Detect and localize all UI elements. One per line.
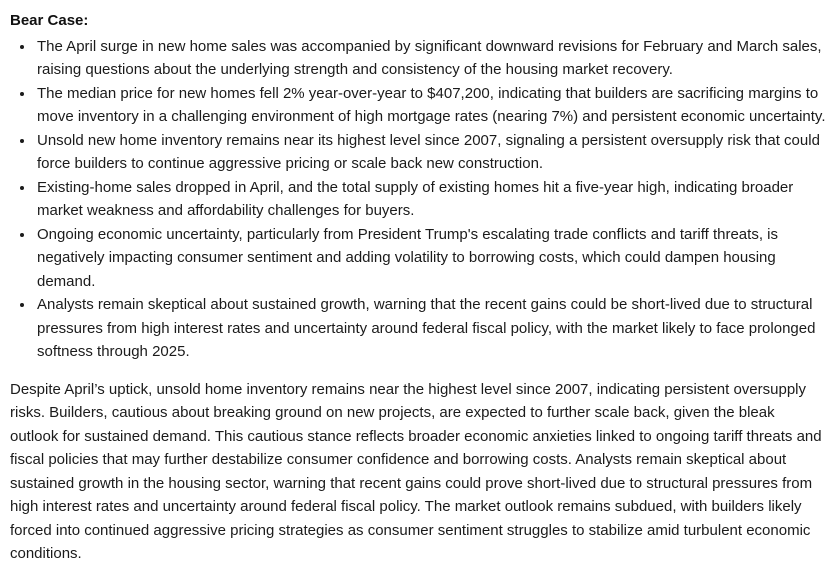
bullet-list (10, 35, 827, 364)
list-item: • The April surge in new home sales was accompanied by significant downward revisions for February and March sales, raising questions about the underlying strength and consistency of the housing market recovery. (35, 35, 827, 82)
closing-paragraph: Despite April’s uptick, unsold home inventory remains near the highest level since 2007, indicating persistent oversupply risks. Builders, cautious about breaking ground on new projects, are expected to further scale back, given the bleak outlook for sustained demand. This cautious stance reflects broader economic anxieties linked to ongoing tariff threats and fiscal policies that may further destabilize consumer confidence and borrowing costs. Analysts remain skeptical about sustained growth in the housing sector, warning that recent gains could prove short-lived due to structural pressures from high interest rates and uncertainty around federal fiscal policy. The market outlook remains subdued, with builders likely forced into continued aggressive pricing strategies as consumer sentiment struggles to stabilize amid turbulent economic conditions. (10, 380, 822, 562)
list-item: • Ongoing economic uncertainty, particularly from President Trump's escalating trade conflicts and tariff threats, is negatively impacting consumer sentiment and adding volatility to borrowing costs, which could dampen housing demand. (35, 223, 827, 294)
list-item: • Unsold new home inventory remains near its highest level since 2007, signaling a persistent oversupply risk that could force builders to continue aggressive pricing or scale back new construction. (35, 129, 827, 176)
list-item: • Analysts remain skeptical about sustained growth, warning that the recent gains could be short-lived due to structural pressures from high interest rates and uncertainty around federal fiscal policy, with the market likely to face prolonged softness through 2025. (35, 293, 827, 364)
list-item: • Existing-home sales dropped in April, and the total supply of existing homes hit a five-year high, indicating broader market weakness and affordability challenges for buyers. (35, 176, 827, 223)
section-heading: Bear Case: (10, 12, 89, 29)
list-item: • The median price for new homes fell 2% year-over-year to $407,200, indicating that builders are sacrificing margins to move inventory in a challenging environment of high mortgage rates (nearing 7%) and persistent economic uncertainty. (35, 82, 827, 129)
